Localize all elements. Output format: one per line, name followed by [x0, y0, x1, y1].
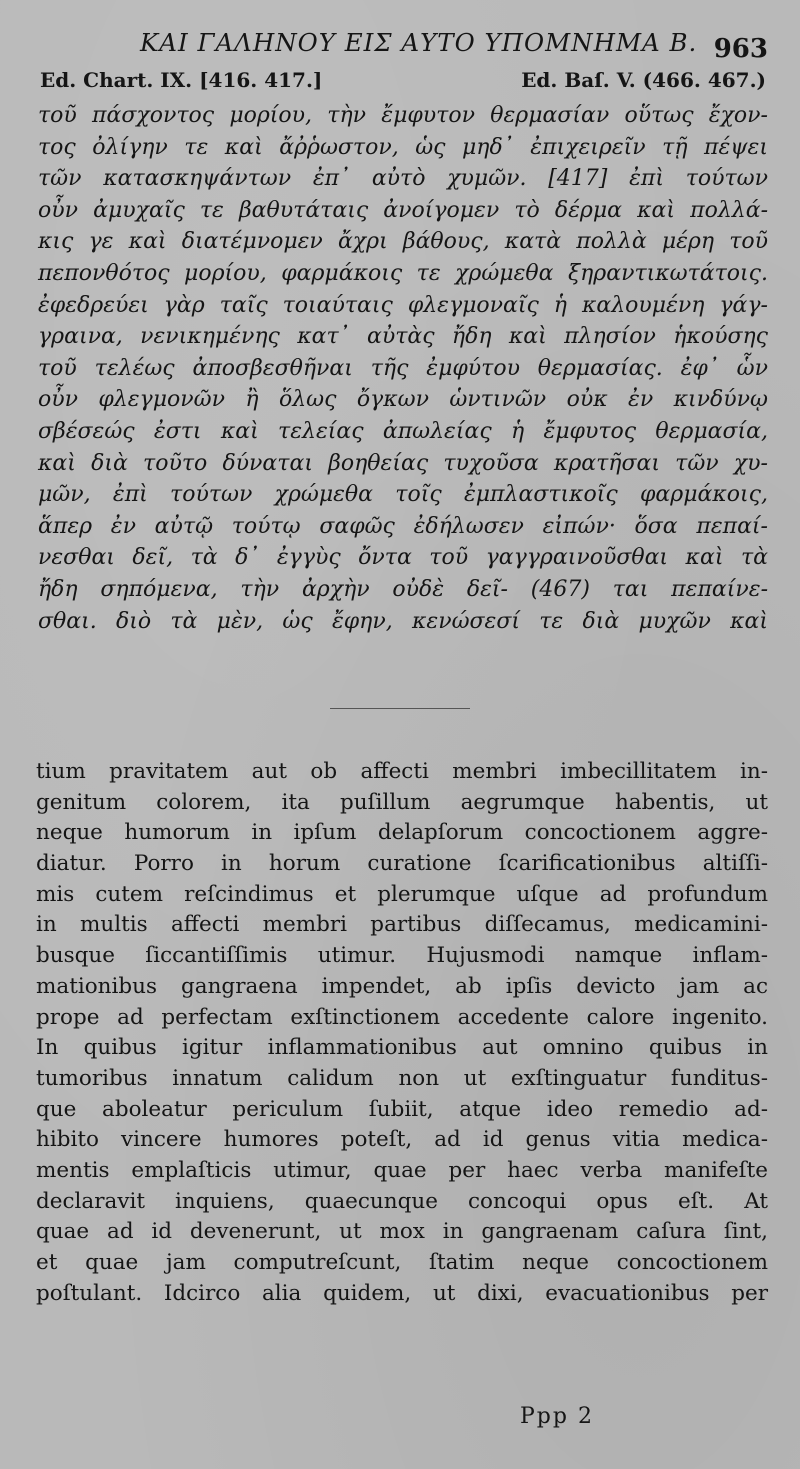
latin-text-line: quae ad id devenerunt, ut mox in gangraenam caſura ſint, [36, 1219, 768, 1245]
greek-text-line: τοῦ πάσχοντος μορίου, τὴν ἔμφυτον θερμασίαν οὕτως ἔχον- [38, 103, 768, 128]
latin-text-line: hibito vincere humores poteſt, ad id genus vitia medica- [36, 1127, 768, 1153]
latin-text-line: poſtulant. Idcirco alia quidem, ut dixi, evacuationibus per [36, 1280, 768, 1306]
latin-text-line: prope ad perfectam exſtinctionem accedente calore ingenito. [36, 1004, 768, 1030]
edition-chart-reference: Ed. Chart. IX. [416. 417.] [40, 68, 323, 92]
latin-text-line: neque humorum in ipſum delapſorum concoctionem aggre- [36, 820, 768, 846]
greek-text-line: σβέσεώς ἐστι καὶ τελείας ἀπωλείας ἡ ἔμφυτος θερμασία, [38, 418, 768, 444]
page-number: 963 [713, 34, 768, 64]
signature-mark: Ppp 2 [520, 1404, 594, 1429]
edition-basel-reference: Ed. Baſ. V. (466. 467.) [521, 68, 766, 92]
greek-text-block [38, 100, 768, 637]
latin-text-line: mationibus gangraena impendet, ab ipſis devicto jam ac [36, 973, 768, 999]
greek-text-line: κις γε καὶ διατέμνομεν ἄχρι βάθους, κατὰ πολλὰ μέρη τοῦ [38, 229, 768, 255]
latin-text-line: declaravit inquiens, quaecunque concoqui opus eſt. At [36, 1188, 768, 1214]
greek-text-line: ἤδη σηπόμενα, τὴν ἀρχὴν οὐδὲ δεῖ- (467) ται πεπαίνε- [38, 576, 768, 602]
greek-text-line: τῶν κατασκηψάντων ἐπ᾽ αὐτὸ χυμῶν. [417] ἐπὶ τούτων [38, 166, 768, 192]
greek-text-line: γραινα, νενικημένης κατ᾽ αὐτὰς ἤδη καὶ πλησίον ἡκούσης [38, 324, 768, 350]
greek-text-line: ἅπερ ἐν αὐτῷ τούτῳ σαφῶς ἐδήλωσεν εἰπών· ὅσα πεπαί- [38, 513, 768, 539]
edition-reference-line [40, 68, 766, 98]
greek-text-line: τος ὀλίγην τε καὶ ἄῤῥωστον, ὡς μηδ᾽ ἐπιχειρεῖν τῇ πέψει [38, 134, 768, 160]
latin-text-line: tumoribus innatum calidum non ut exſtinguatur funditus- [36, 1065, 768, 1091]
latin-text-line: busque ſiccantiſſimis utimur. Hujusmodi namque inflam- [36, 943, 768, 969]
latin-text-line: mentis emplaſticis utimur, quae per haec verba manifeſte [36, 1157, 768, 1183]
running-title: ΚΑΙ ΓΑΛΗΝΟΥ ΕΙΣ ΑΥΤΟ ΥΠΟΜΝΗΜΑ Β. [140, 28, 698, 57]
greek-text-line: νεσθαι δεῖ, τὰ δ᾽ ἐγγὺς ὄντα τοῦ γαγγραινοῦσθαι καὶ τὰ [38, 545, 768, 571]
latin-text-block [36, 757, 768, 1309]
latin-text-line: que aboleatur periculum ſubiit, atque ideo remedio ad- [36, 1096, 768, 1122]
latin-text-line: et quae jam computreſcunt, ſtatim neque concoctionem [36, 1250, 768, 1275]
latin-text-line: diatur. Porro in horum curatione ſcarificationibus altiſſi- [36, 851, 768, 877]
greek-text-line: οὖν φλεγμονῶν ἢ ὅλως ὄγκων ὡντινῶν οὐκ ἐν κινδύνῳ [38, 387, 768, 413]
latin-text-line: in multis affecti membri partibus diſſecamus, medicamini- [36, 912, 768, 938]
greek-text-line: ἐφεδρεύει γὰρ ταῖς τοιαύταις φλεγμοναῖς ἡ καλουμένη γάγ- [38, 292, 768, 318]
latin-text-line: genitum colorem, ita puſillum aegrumque habentis, ut [36, 789, 768, 815]
latin-text-line: mis cutem reſcindimus et plerumque uſque ad profundum [36, 881, 768, 907]
latin-text-line: tium pravitatem aut ob affecti membri imbecillitatem in- [36, 759, 768, 784]
section-divider [330, 708, 470, 709]
greek-text-line: μῶν, ἐπὶ τούτων χρώμεθα τοῖς ἐμπλαστικοῖς φαρμάκοις, [38, 482, 768, 508]
greek-text-line: σθαι. διὸ τὰ μὲν, ὡς ἔφην, κενώσεσί τε διὰ μυχῶν καὶ [38, 608, 768, 634]
latin-text-line: In quibus igitur inflammationibus aut omnino quibus in [36, 1035, 768, 1061]
greek-text-line: καὶ διὰ τοῦτο δύναται βοηθείας τυχοῦσα κρατῆσαι τῶν χυ- [38, 450, 768, 476]
greek-text-line: τοῦ τελέως ἀποσβεσθῆναι τῆς ἐμφύτου θερμασίας. ἐφ᾽ ὧν [38, 355, 768, 381]
greek-text-line: οὖν ἀμυχαῖς τε βαθυτάταις ἀνοίγομεν τὸ δέρμα καὶ πολλά- [38, 197, 768, 223]
greek-text-line: πεπονθότος μορίου, φαρμάκοις τε χρώμεθα ξηραντικωτάτοις. [38, 260, 768, 286]
